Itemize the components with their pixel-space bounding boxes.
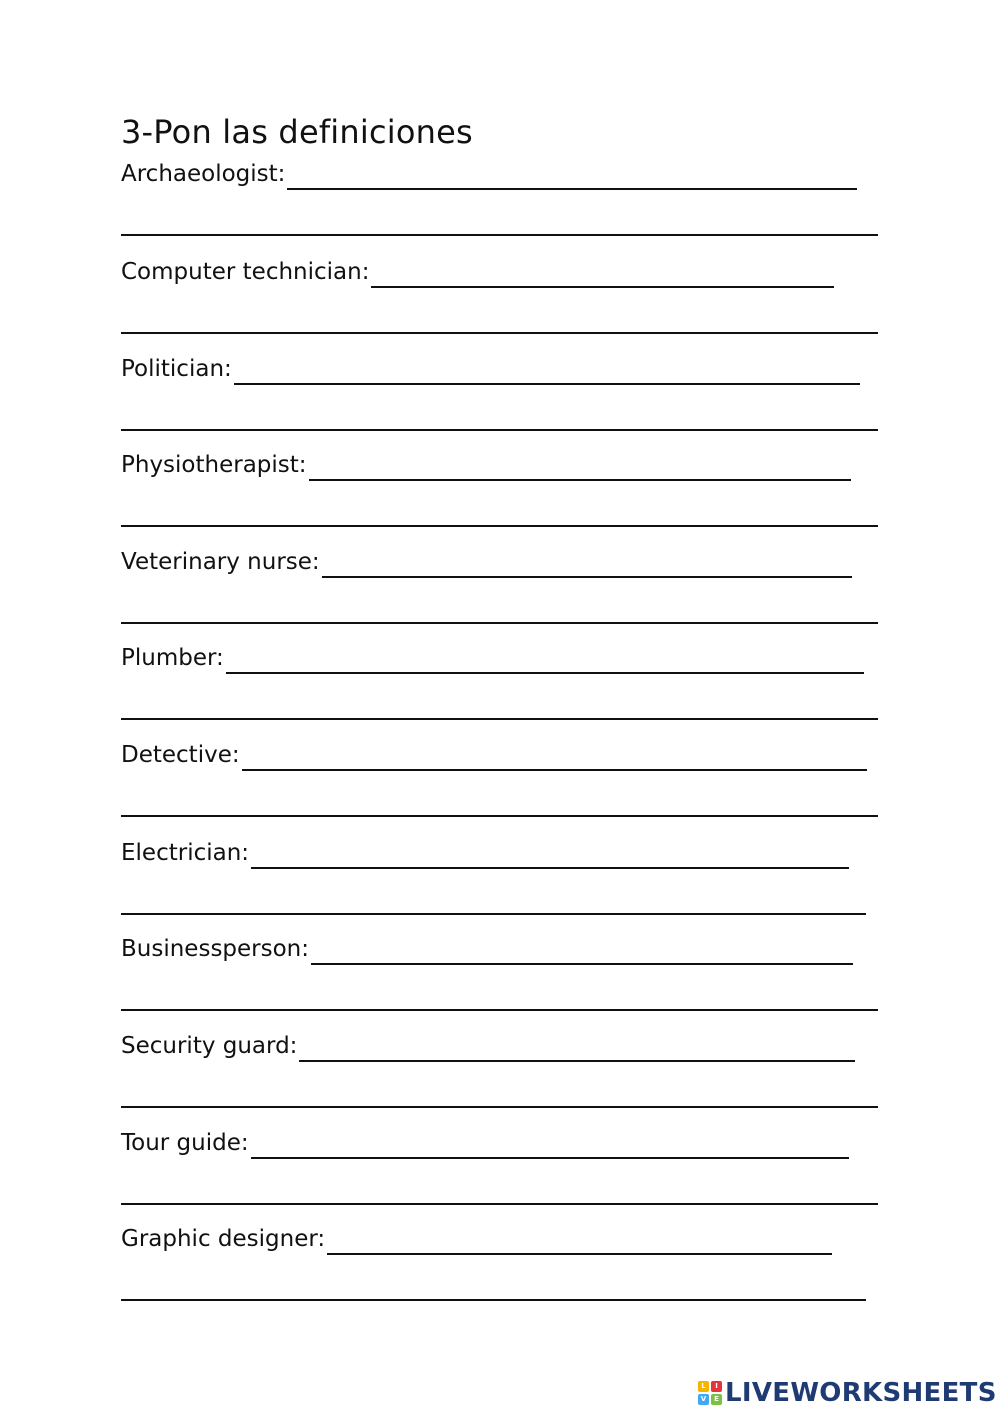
worksheet-title: 3-Pon las definiciones — [121, 113, 473, 151]
definition-entry-graphic-designer — [121, 1219, 881, 1289]
definition-input-line-1[interactable] — [234, 359, 860, 385]
definition-entry-veterinary-nurse — [121, 542, 881, 612]
definition-input-line-2[interactable] — [121, 694, 878, 720]
definition-entry-electrician — [121, 833, 881, 903]
definition-input-line-1[interactable] — [371, 262, 834, 288]
entry-label-line — [121, 542, 852, 578]
definition-input-line-1[interactable] — [327, 1229, 832, 1255]
entry-label: Plumber: — [121, 645, 224, 671]
entry-label: Archaeologist: — [121, 161, 286, 187]
definition-input-line-1[interactable] — [287, 164, 857, 190]
logo-square-green: E — [711, 1394, 722, 1405]
definition-entry-physiotherapist — [121, 445, 881, 515]
definition-entry-computer-technician — [121, 252, 881, 322]
entry-label-line — [121, 1123, 849, 1159]
entry-label-line — [121, 349, 860, 385]
entry-label: Graphic designer: — [121, 1226, 326, 1252]
entry-label-line — [121, 929, 853, 965]
definition-input-line-2[interactable] — [121, 501, 878, 527]
definition-input-line-1[interactable] — [311, 939, 853, 965]
liveworksheets-logo-icon — [698, 1381, 722, 1405]
entry-label-line — [121, 638, 864, 674]
definition-input-line-2[interactable] — [121, 308, 878, 334]
entry-label-line — [121, 154, 857, 190]
definition-input-line-2[interactable] — [121, 889, 866, 915]
entry-label: Electrician: — [121, 840, 250, 866]
liveworksheets-wordmark: LIVEWORKSHEETS — [725, 1378, 997, 1408]
entry-label: Computer technician: — [121, 259, 370, 285]
entry-label: Security guard: — [121, 1033, 298, 1059]
definition-entry-politician — [121, 349, 881, 419]
entry-label: Detective: — [121, 742, 240, 768]
logo-square-blue: V — [698, 1394, 709, 1405]
entry-label: Veterinary nurse: — [121, 549, 320, 575]
definition-input-line-1[interactable] — [309, 455, 851, 481]
entry-label: Businessperson: — [121, 936, 310, 962]
entry-label-line — [121, 252, 834, 288]
definition-input-line-1[interactable] — [242, 745, 867, 771]
entry-label: Tour guide: — [121, 1130, 249, 1156]
definition-input-line-1[interactable] — [251, 843, 849, 869]
definition-input-line-2[interactable] — [121, 1082, 878, 1108]
entry-label-line — [121, 445, 851, 481]
definition-input-line-2[interactable] — [121, 598, 878, 624]
definition-input-line-2[interactable] — [121, 405, 878, 431]
definition-input-line-2[interactable] — [121, 210, 878, 236]
entry-label-line — [121, 735, 867, 771]
definition-input-line-1[interactable] — [299, 1036, 855, 1062]
definition-entry-businessperson — [121, 929, 881, 999]
definition-input-line-1[interactable] — [251, 1133, 849, 1159]
entry-label-line — [121, 1026, 855, 1062]
definition-entry-tour-guide — [121, 1123, 881, 1193]
logo-square-red: I — [711, 1381, 722, 1392]
liveworksheets-brand — [698, 1378, 997, 1408]
entry-label: Politician: — [121, 356, 232, 382]
logo-square-yellow: L — [698, 1381, 709, 1392]
definition-input-line-2[interactable] — [121, 1275, 866, 1301]
definition-entry-security-guard — [121, 1026, 881, 1096]
definition-entry-archaeologist — [121, 154, 881, 224]
entry-label-line — [121, 1219, 832, 1255]
definition-input-line-2[interactable] — [121, 985, 878, 1011]
definition-input-line-2[interactable] — [121, 1179, 878, 1205]
entry-label: Physiotherapist: — [121, 452, 307, 478]
definition-input-line-1[interactable] — [226, 648, 864, 674]
definition-input-line-2[interactable] — [121, 791, 878, 817]
definition-entry-plumber — [121, 638, 881, 708]
definition-entry-detective — [121, 735, 881, 805]
definition-input-line-1[interactable] — [322, 552, 852, 578]
entry-label-line — [121, 833, 849, 869]
